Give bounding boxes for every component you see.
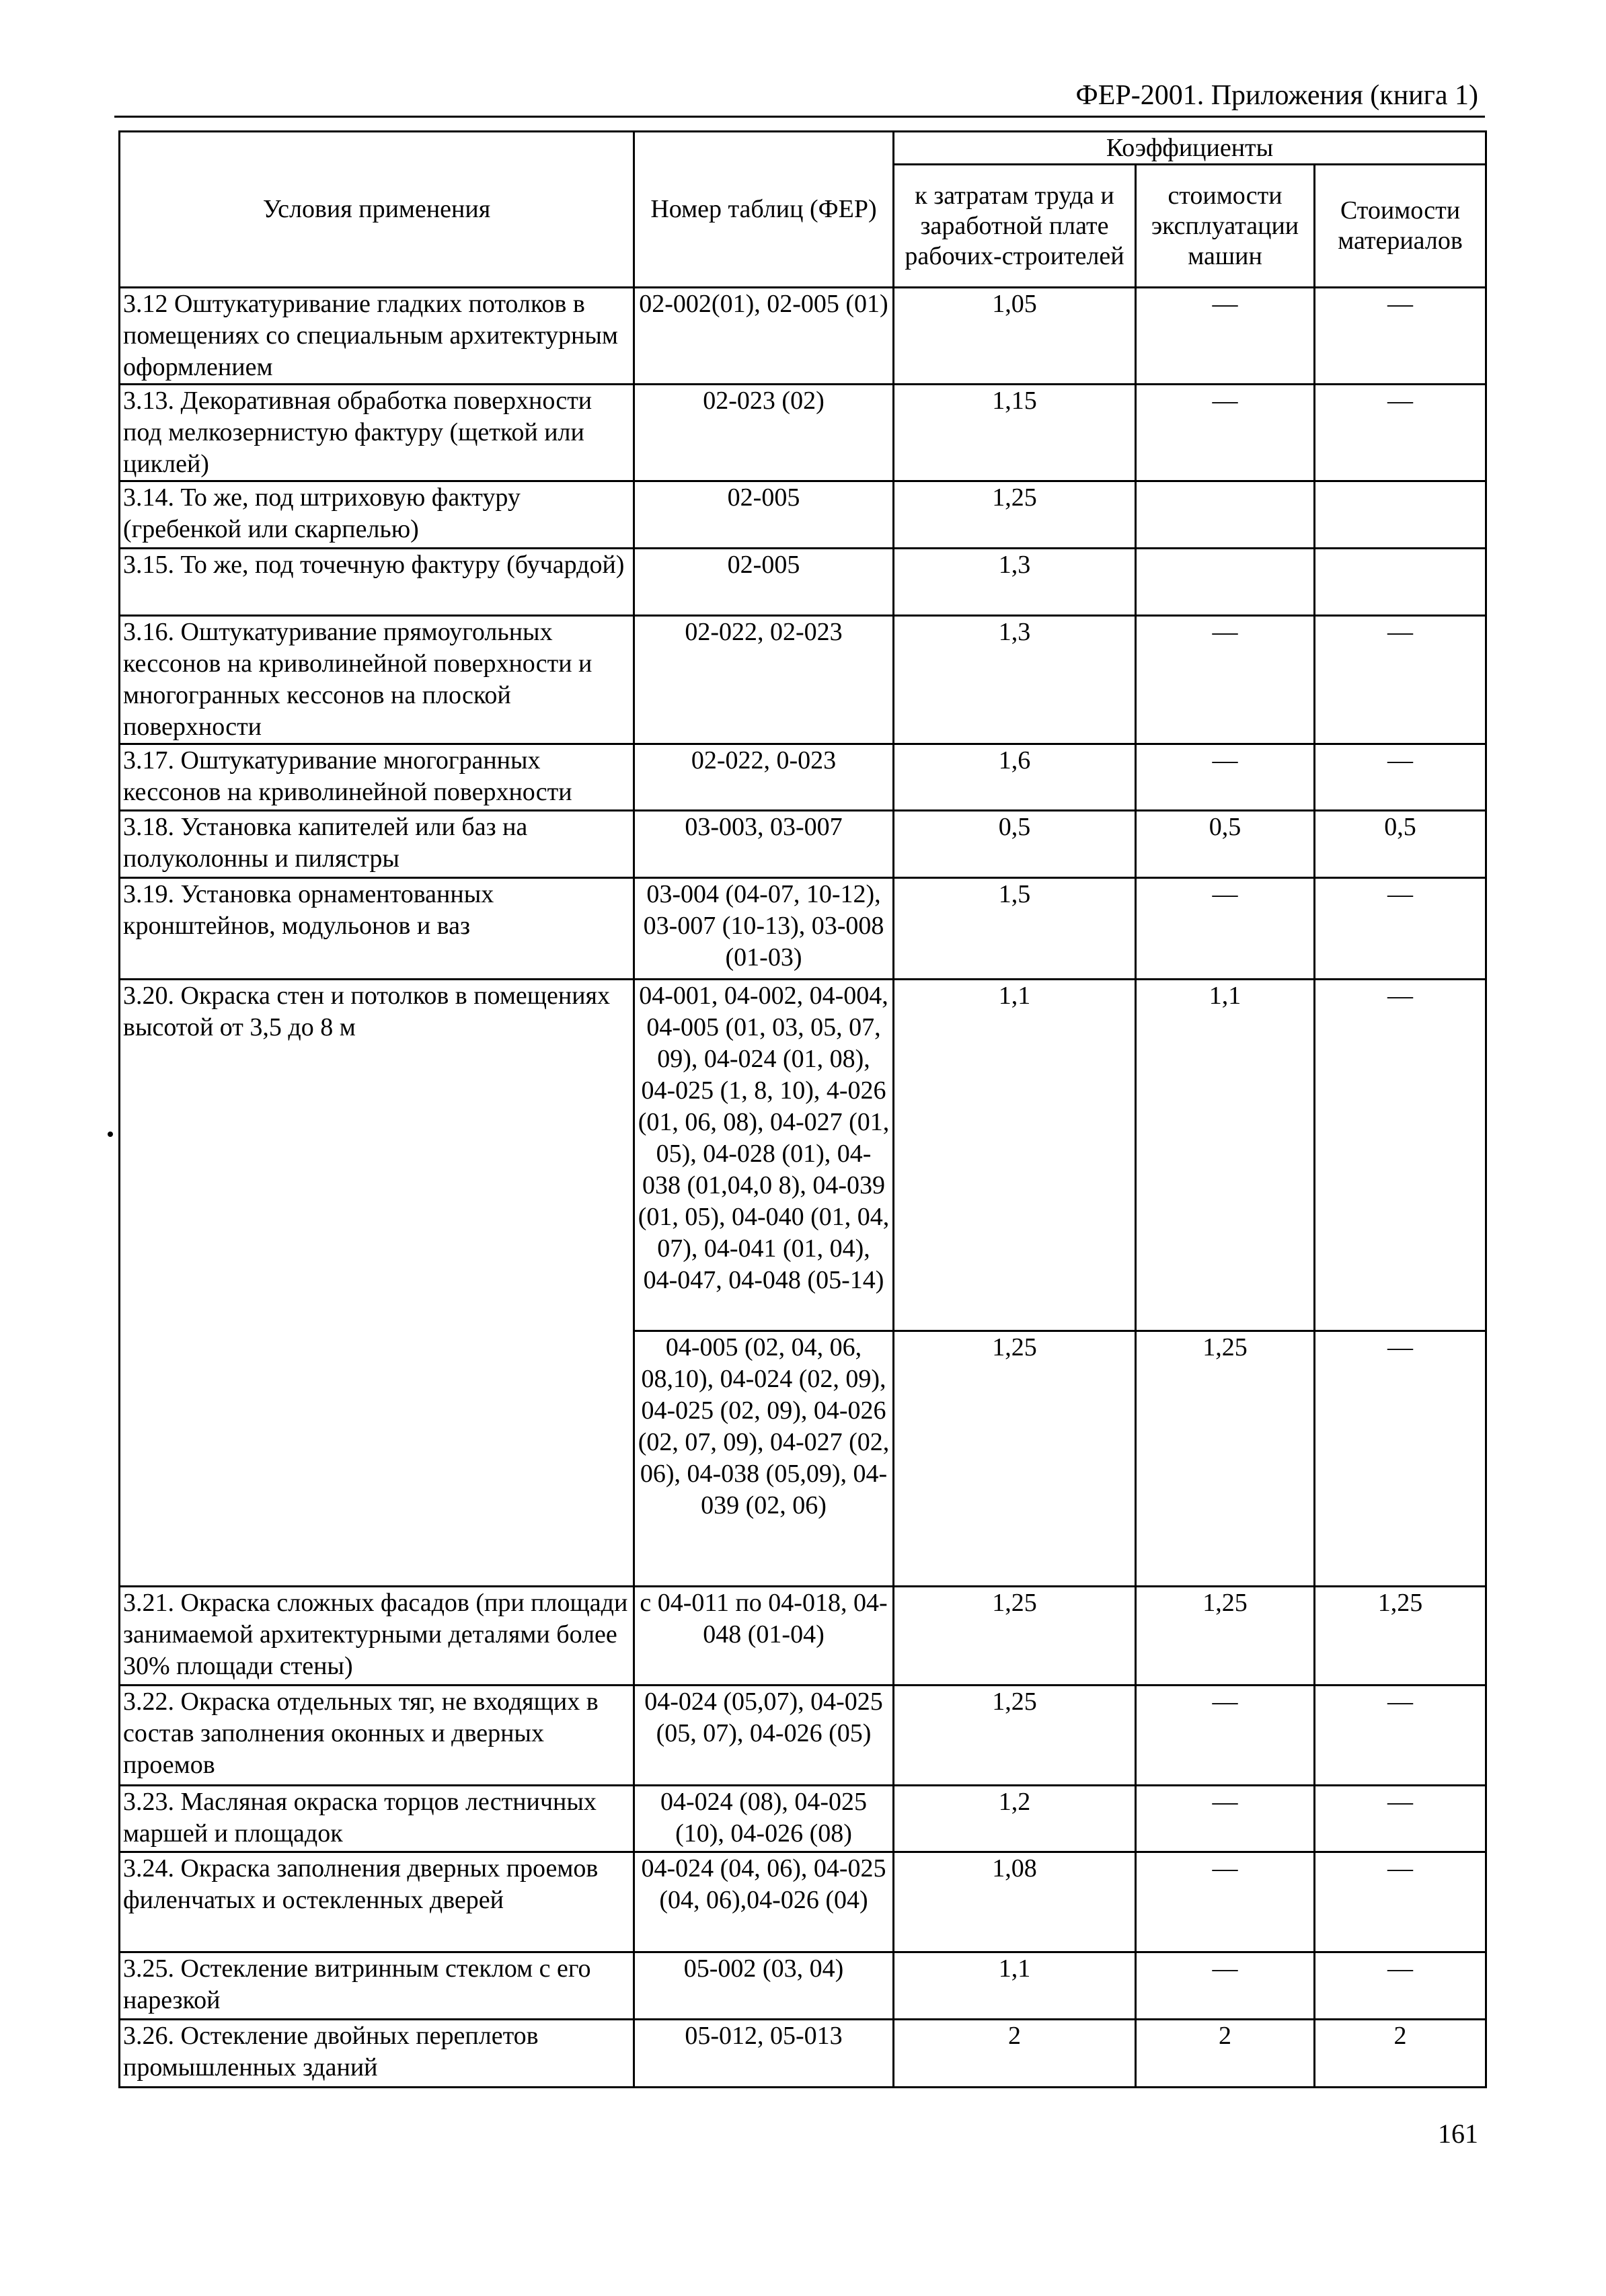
table-row xyxy=(120,811,1486,878)
table-row xyxy=(120,385,1486,481)
machines-coef-cell: 2 xyxy=(1136,2020,1315,2088)
table-row xyxy=(120,1786,1486,1852)
machines-coef-cell: 1,1 xyxy=(1136,980,1315,1331)
materials-coef-cell: — xyxy=(1315,1852,1486,1952)
table-row xyxy=(120,980,1486,1331)
table-number-cell: 02-022, 0-023 xyxy=(634,744,894,811)
labor-coef-cell: 1,25 xyxy=(894,1331,1136,1587)
condition-cell: 3.26. Остекление двойных переплетов промышленных зданий xyxy=(120,2020,634,2088)
materials-coef-cell: — xyxy=(1315,288,1486,385)
machines-coef-cell: — xyxy=(1136,616,1315,744)
labor-coef-cell: 1,15 xyxy=(894,385,1136,481)
condition-cell: 3.18. Установка капителей или баз на полуколонны и пилястры xyxy=(120,811,634,878)
table-number-cell: 03-004 (04-07, 10-12), 03-007 (10-13), 03-008 (01-03) xyxy=(634,878,894,980)
table-number-cell: 03-003, 03-007 xyxy=(634,811,894,878)
table-row xyxy=(120,481,1486,549)
table-number-cell: 04-001, 04-002, 04-004, 04-005 (01, 03, 05, 07, 09), 04-024 (01, 08), 04-025 (1, 8, 10), 4-026 (01, 06, 08), 04-027 (01, 05), 04-028 (01), 04-038 (01,04,0 8), 04-039 (01, 05), 04-040 (01, 04, 07), 04-041 (01, 04), 04-047, 04-048 (05-14) xyxy=(634,980,894,1331)
materials-coef-cell xyxy=(1315,549,1486,616)
table-number-cell: 02-023 (02) xyxy=(634,385,894,481)
materials-coef-cell: — xyxy=(1315,1952,1486,2020)
labor-coef-cell: 1,25 xyxy=(894,1587,1136,1686)
table-row xyxy=(120,616,1486,744)
labor-coef-cell: 1,08 xyxy=(894,1852,1136,1952)
table-row xyxy=(120,1686,1486,1786)
materials-coef-cell: — xyxy=(1315,744,1486,811)
table-row xyxy=(120,2020,1486,2088)
machines-coef-cell: — xyxy=(1136,878,1315,980)
labor-coef-cell: 1,3 xyxy=(894,616,1136,744)
labor-coef-cell: 1,25 xyxy=(894,481,1136,549)
condition-cell: 3.25. Остекление витринным стеклом с его нарезкой xyxy=(120,1952,634,2020)
machines-coef-cell: 1,25 xyxy=(1136,1587,1315,1686)
header-materials: Стоимости материалов xyxy=(1315,165,1486,288)
machines-coef-cell: — xyxy=(1136,1952,1315,2020)
labor-coef-cell: 1,1 xyxy=(894,1952,1136,2020)
labor-coef-cell: 1,5 xyxy=(894,878,1136,980)
labor-coef-cell: 1,2 xyxy=(894,1786,1136,1852)
header-machines: стоимости эксплуатации машин xyxy=(1136,165,1315,288)
labor-coef-cell: 1,25 xyxy=(894,1686,1136,1786)
machines-coef-cell: 1,25 xyxy=(1136,1331,1315,1587)
machines-coef-cell: — xyxy=(1136,1852,1315,1952)
header-labor: к затратам труда и заработной плате рабочих-строителей xyxy=(894,165,1136,288)
condition-cell: 3.21. Окраска сложных фасадов (при площади занимаемой архитектурными деталями более 30% площади стены) xyxy=(120,1587,634,1686)
labor-coef-cell: 1,6 xyxy=(894,744,1136,811)
table-number-cell: 05-012, 05-013 xyxy=(634,2020,894,2088)
coefficients-table xyxy=(118,130,1487,2088)
table-row xyxy=(120,549,1486,616)
condition-cell: 3.20. Окраска стен и потолков в помещениях высотой от 3,5 до 8 м xyxy=(120,980,634,1587)
condition-cell: 3.24. Окраска заполнения дверных проемов филенчатых и остекленных дверей xyxy=(120,1852,634,1952)
page-number: 161 xyxy=(1438,2119,1478,2149)
table-row xyxy=(120,288,1486,385)
labor-coef-cell: 2 xyxy=(894,2020,1136,2088)
condition-cell: 3.13. Декоративная обработка поверхности под мелкозернистую фактуру (щеткой или циклей) xyxy=(120,385,634,481)
machines-coef-cell: — xyxy=(1136,744,1315,811)
machines-coef-cell: — xyxy=(1136,385,1315,481)
materials-coef-cell xyxy=(1315,481,1486,549)
running-title: ФЕР-2001. Приложения (книга 1) xyxy=(1075,80,1478,111)
machines-coef-cell xyxy=(1136,481,1315,549)
labor-coef-cell: 1,1 xyxy=(894,980,1136,1331)
table-number-cell: 04-024 (04, 06), 04-025 (04, 06),04-026 (04) xyxy=(634,1852,894,1952)
condition-cell: 3.15. То же, под точечную фактуру (бучардой) xyxy=(120,549,634,616)
header-table-numbers: Номер таблиц (ФЕР) xyxy=(634,132,894,288)
condition-cell: 3.16. Оштукатуривание прямоугольных кессонов на криволинейной поверхности и многогранных кессонов на плоской поверхности xyxy=(120,616,634,744)
materials-coef-cell: — xyxy=(1315,980,1486,1331)
machines-coef-cell: 0,5 xyxy=(1136,811,1315,878)
condition-cell: 3.12 Оштукатуривание гладких потолков в помещениях со специальным архитектурным оформлением xyxy=(120,288,634,385)
machines-coef-cell: — xyxy=(1136,288,1315,385)
materials-coef-cell: 2 xyxy=(1315,2020,1486,2088)
labor-coef-cell: 1,3 xyxy=(894,549,1136,616)
condition-cell: 3.23. Масляная окраска торцов лестничных маршей и площадок xyxy=(120,1786,634,1852)
machines-coef-cell xyxy=(1136,549,1315,616)
table-number-cell: 02-005 xyxy=(634,549,894,616)
header-conditions: Условия применения xyxy=(120,132,634,288)
materials-coef-cell: 1,25 xyxy=(1315,1587,1486,1686)
table-number-cell: 02-022, 02-023 xyxy=(634,616,894,744)
scan-dot xyxy=(108,1132,113,1137)
condition-cell: 3.19. Установка орнаментованных кронштейнов, модульонов и ваз xyxy=(120,878,634,980)
table-row xyxy=(120,744,1486,811)
header-coefficients: Коэффициенты xyxy=(894,132,1486,165)
table-row xyxy=(120,1587,1486,1686)
labor-coef-cell: 0,5 xyxy=(894,811,1136,878)
table-number-cell: 02-002(01), 02-005 (01) xyxy=(634,288,894,385)
materials-coef-cell: — xyxy=(1315,616,1486,744)
materials-coef-cell: — xyxy=(1315,1686,1486,1786)
machines-coef-cell: — xyxy=(1136,1686,1315,1786)
machines-coef-cell: — xyxy=(1136,1786,1315,1852)
materials-coef-cell: — xyxy=(1315,1786,1486,1852)
table-number-cell: 02-005 xyxy=(634,481,894,549)
labor-coef-cell: 1,05 xyxy=(894,288,1136,385)
table-number-cell: 04-024 (05,07), 04-025 (05, 07), 04-026 (05) xyxy=(634,1686,894,1786)
table-row xyxy=(120,878,1486,980)
condition-cell: 3.17. Оштукатуривание многогранных кессонов на криволинейной поверхности xyxy=(120,744,634,811)
materials-coef-cell: — xyxy=(1315,1331,1486,1587)
table-row xyxy=(120,1952,1486,2020)
condition-cell: 3.22. Окраска отдельных тяг, не входящих в состав заполнения оконных и дверных проемов xyxy=(120,1686,634,1786)
materials-coef-cell: — xyxy=(1315,385,1486,481)
materials-coef-cell: 0,5 xyxy=(1315,811,1486,878)
table-number-cell: 04-024 (08), 04-025 (10), 04-026 (08) xyxy=(634,1786,894,1852)
table-number-cell: с 04-011 по 04-018, 04-048 (01-04) xyxy=(634,1587,894,1686)
header-rule xyxy=(114,116,1485,118)
table-row xyxy=(120,1852,1486,1952)
table-number-cell: 05-002 (03, 04) xyxy=(634,1952,894,2020)
table-number-cell: 04-005 (02, 04, 06, 08,10), 04-024 (02, 09), 04-025 (02, 09), 04-026 (02, 07, 09), 04-027 (02, 06), 04-038 (05,09), 04-039 (02, 06) xyxy=(634,1331,894,1587)
condition-cell: 3.14. То же, под штриховую фактуру (гребенкой или скарпелью) xyxy=(120,481,634,549)
materials-coef-cell: — xyxy=(1315,878,1486,980)
